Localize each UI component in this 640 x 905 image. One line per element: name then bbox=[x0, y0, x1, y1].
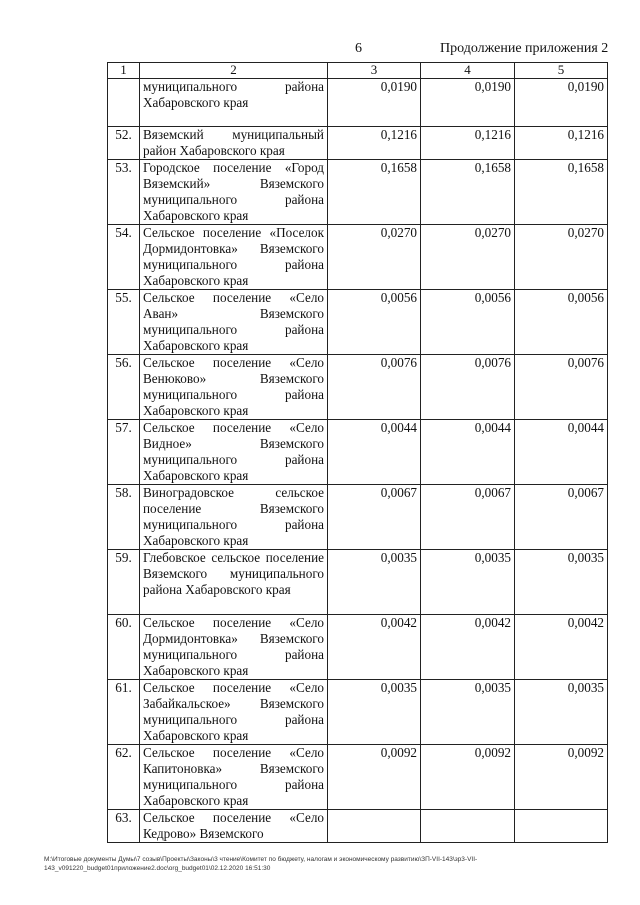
row-number: 55. bbox=[108, 290, 140, 355]
municipality-name: Глебовское сельское поселение Вяземского муниципального района Хабаровского края bbox=[140, 550, 328, 615]
row-number: 61. bbox=[108, 680, 140, 745]
municipality-name: Сельское поселение «Село Венюково» Вяземского муниципального района Хабаровского края bbox=[140, 355, 328, 420]
appendix-table bbox=[107, 62, 608, 843]
table-row bbox=[108, 79, 608, 127]
row-number: 56. bbox=[108, 355, 140, 420]
table-row bbox=[108, 550, 608, 615]
value-col-5 bbox=[515, 810, 608, 843]
value-col-5: 0,0190 bbox=[515, 79, 608, 127]
municipality-name: Сельское поселение «Село Аван» Вяземского муниципального района Хабаровского края bbox=[140, 290, 328, 355]
table-row bbox=[108, 127, 608, 160]
table-row bbox=[108, 615, 608, 680]
municipality-name: муниципального района Хабаровского края bbox=[140, 79, 328, 127]
value-col-3: 0,0056 bbox=[328, 290, 421, 355]
value-col-5: 0,0092 bbox=[515, 745, 608, 810]
table-row bbox=[108, 355, 608, 420]
value-col-3: 0,0067 bbox=[328, 485, 421, 550]
column-header: 5 bbox=[515, 63, 608, 79]
table-row bbox=[108, 160, 608, 225]
table-row bbox=[108, 810, 608, 843]
column-header: 4 bbox=[421, 63, 515, 79]
value-col-3: 0,1658 bbox=[328, 160, 421, 225]
row-number bbox=[108, 79, 140, 127]
value-col-3: 0,0035 bbox=[328, 550, 421, 615]
value-col-5: 0,0035 bbox=[515, 550, 608, 615]
municipality-name: Сельское поселение «Село Дормидонтовка» Вяземского муниципального района Хабаровского края bbox=[140, 615, 328, 680]
value-col-3: 0,1216 bbox=[328, 127, 421, 160]
row-number: 62. bbox=[108, 745, 140, 810]
value-col-5: 0,0035 bbox=[515, 680, 608, 745]
table-row bbox=[108, 680, 608, 745]
row-number: 52. bbox=[108, 127, 140, 160]
row-number: 63. bbox=[108, 810, 140, 843]
value-col-3: 0,0270 bbox=[328, 225, 421, 290]
row-number: 57. bbox=[108, 420, 140, 485]
value-col-4: 0,0076 bbox=[421, 355, 515, 420]
row-number: 59. bbox=[108, 550, 140, 615]
value-col-5: 0,0067 bbox=[515, 485, 608, 550]
value-col-4: 0,0042 bbox=[421, 615, 515, 680]
value-col-3: 0,0035 bbox=[328, 680, 421, 745]
table-row bbox=[108, 290, 608, 355]
table-row bbox=[108, 745, 608, 810]
value-col-4: 0,0067 bbox=[421, 485, 515, 550]
value-col-4: 0,0270 bbox=[421, 225, 515, 290]
column-header: 3 bbox=[328, 63, 421, 79]
municipality-name: Сельское поселение «Село Видное» Вяземского муниципального района Хабаровского края bbox=[140, 420, 328, 485]
table-row bbox=[108, 225, 608, 290]
value-col-4 bbox=[421, 810, 515, 843]
municipality-name: Городское поселение «Город Вяземский» Вяземского муниципального района Хабаровского края bbox=[140, 160, 328, 225]
value-col-3: 0,0190 bbox=[328, 79, 421, 127]
value-col-5: 0,0270 bbox=[515, 225, 608, 290]
municipality-name: Сельское поселение «Село Кедрово» Вяземского bbox=[140, 810, 328, 843]
value-col-3: 0,0042 bbox=[328, 615, 421, 680]
municipality-name: Сельское поселение «Поселок Дормидонтовка» Вяземского муниципального района Хабаровского края bbox=[140, 225, 328, 290]
value-col-5: 0,0056 bbox=[515, 290, 608, 355]
municipality-name: Сельское поселение «Село Капитоновка» Вяземского муниципального района Хабаровского края bbox=[140, 745, 328, 810]
row-number: 53. bbox=[108, 160, 140, 225]
value-col-4: 0,0190 bbox=[421, 79, 515, 127]
table-row bbox=[108, 485, 608, 550]
value-col-4: 0,0044 bbox=[421, 420, 515, 485]
value-col-4: 0,0035 bbox=[421, 680, 515, 745]
document-path-footer: M:\Итоговые документы Думы\7 созыв\Проекты\Законы\3 чтение\Комитет по бюджету, налогам и экономическому развитию\ЗП-VII-143\зр3-VII-143_v091220_budget01приложение2.doc\org_budget01\02.12.2020 16:51:30 bbox=[44, 856, 478, 872]
column-header: 1 bbox=[108, 63, 140, 79]
row-number: 60. bbox=[108, 615, 140, 680]
value-col-4: 0,1216 bbox=[421, 127, 515, 160]
value-col-4: 0,0092 bbox=[421, 745, 515, 810]
municipality-name: Сельское поселение «Село Забайкальское» Вяземского муниципального района Хабаровского края bbox=[140, 680, 328, 745]
table-row bbox=[108, 420, 608, 485]
value-col-3: 0,0044 bbox=[328, 420, 421, 485]
value-col-3: 0,0092 bbox=[328, 745, 421, 810]
page-number: 6 bbox=[355, 41, 362, 56]
value-col-4: 0,0056 bbox=[421, 290, 515, 355]
value-col-5: 0,1658 bbox=[515, 160, 608, 225]
value-col-3 bbox=[328, 810, 421, 843]
value-col-5: 0,0044 bbox=[515, 420, 608, 485]
value-col-5: 0,0042 bbox=[515, 615, 608, 680]
column-header: 2 bbox=[140, 63, 328, 79]
table-header-row bbox=[108, 63, 608, 79]
continuation-title: Продолжение приложения 2 bbox=[440, 41, 609, 56]
value-col-5: 0,0076 bbox=[515, 355, 608, 420]
municipality-name: Вяземский муниципальный район Хабаровского края bbox=[140, 127, 328, 160]
municipality-name: Виноградовское сельское поселение Вяземского муниципального района Хабаровского края bbox=[140, 485, 328, 550]
value-col-5: 0,1216 bbox=[515, 127, 608, 160]
value-col-4: 0,1658 bbox=[421, 160, 515, 225]
row-number: 58. bbox=[108, 485, 140, 550]
row-number: 54. bbox=[108, 225, 140, 290]
value-col-4: 0,0035 bbox=[421, 550, 515, 615]
value-col-3: 0,0076 bbox=[328, 355, 421, 420]
